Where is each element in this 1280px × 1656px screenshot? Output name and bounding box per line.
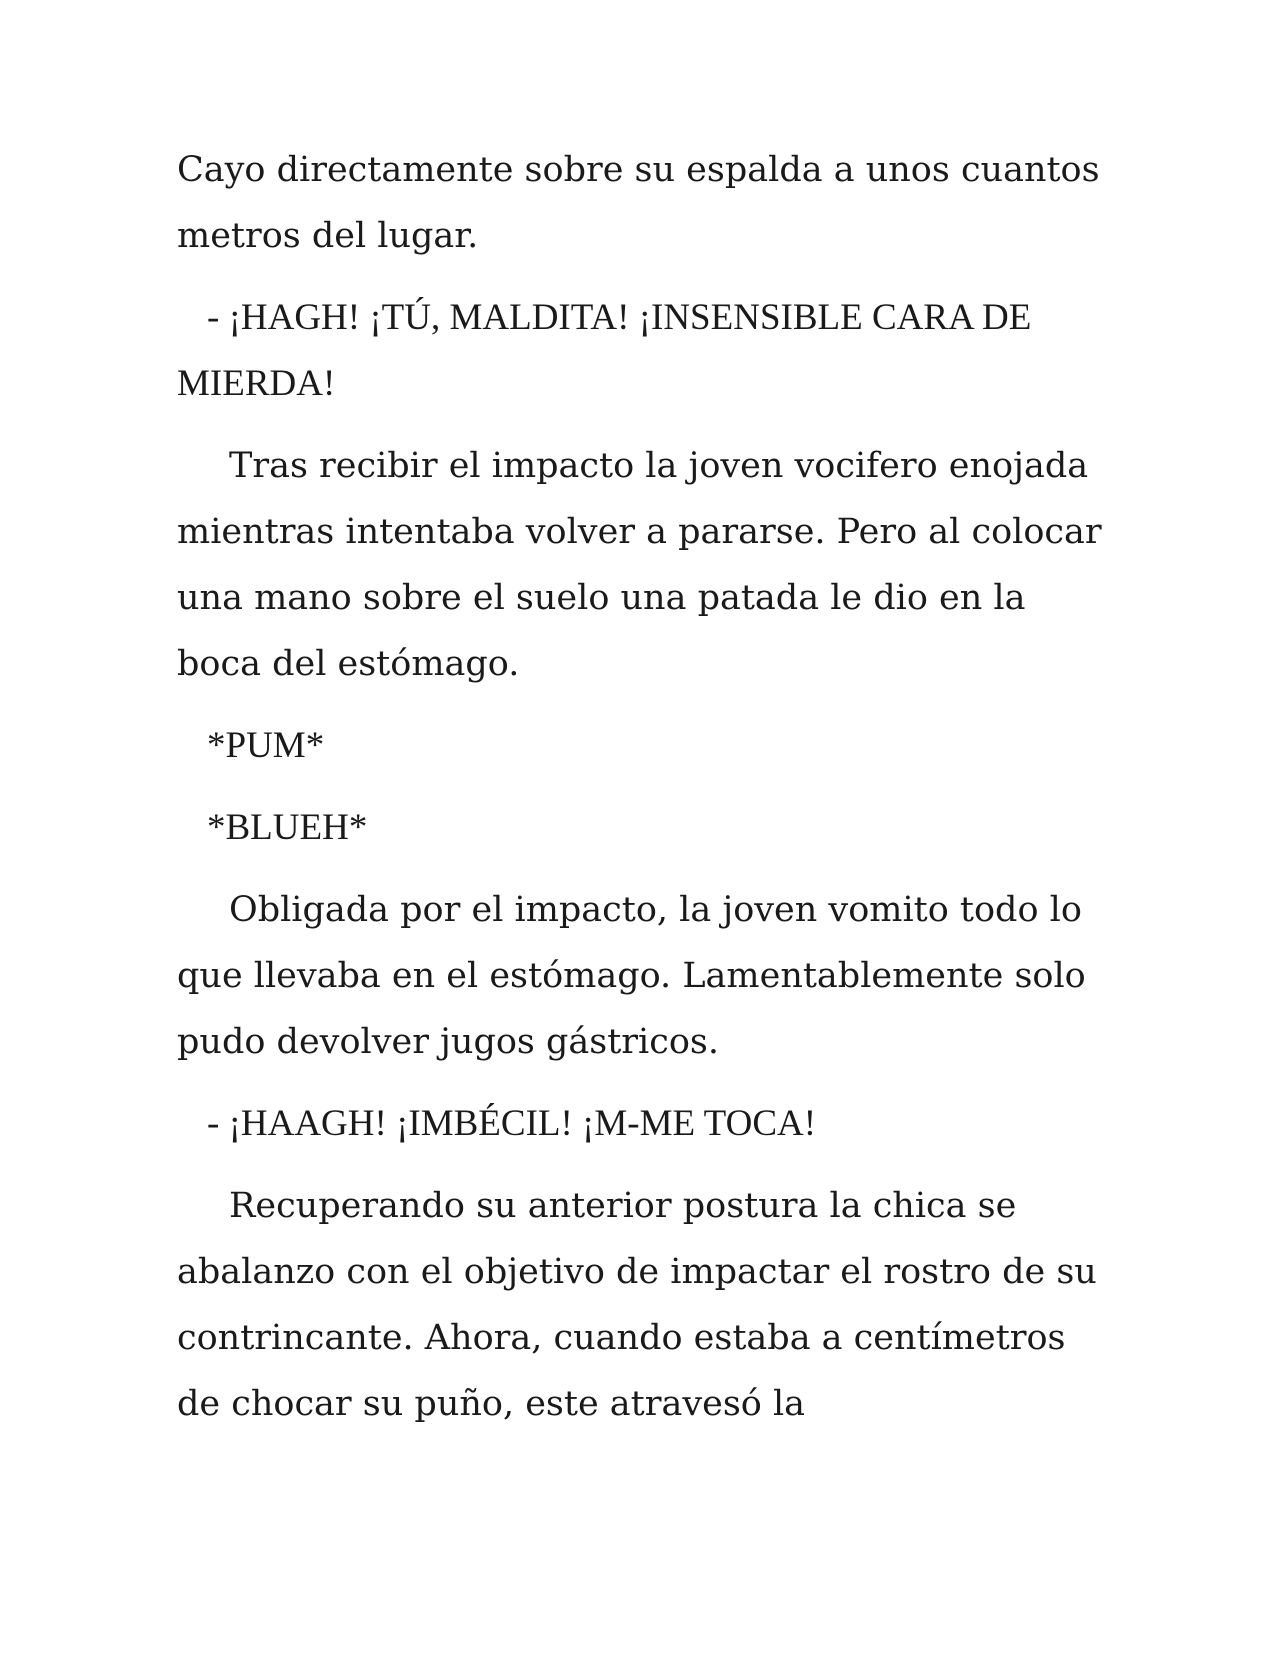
paragraph-narration: Obligada por el impacto, la joven vomito todo lo que llevaba en el estómago. Lamentablemente solo pudo devolver jugos gástricos. (177, 890, 1086, 1062)
paragraph-dialogue: - ¡HAAGH! ¡IMBÉCIL! ¡M-ME TOCA! (207, 1103, 817, 1144)
paragraph-narration: Cayo directamente sobre su espalda a unos cuantos metros del lugar. (177, 150, 1100, 256)
paragraph-dialogue: - ¡HAGH! ¡TÚ, MALDITA! ¡INSENSIBLE CARA DE MIERDA! (177, 297, 1032, 404)
page-text-body (177, 137, 1107, 1453)
paragraph-narration: Tras recibir el impacto la joven vocifero enojada mientras intentaba volver a pararse. Pero al colocar una mano sobre el suelo una patada le dio en la boca del estómago. (177, 446, 1102, 684)
paragraph-sound-effect: *PUM* (207, 725, 325, 766)
paragraph-sound-effect: *BLUEH* (207, 807, 368, 848)
paragraph-narration: Recuperando su anterior postura la chica se abalanzo con el objetivo de impactar el rostro de su contrincante. Ahora, cuando estaba a centímetros de chocar su puño, este atravesó la (177, 1186, 1097, 1424)
